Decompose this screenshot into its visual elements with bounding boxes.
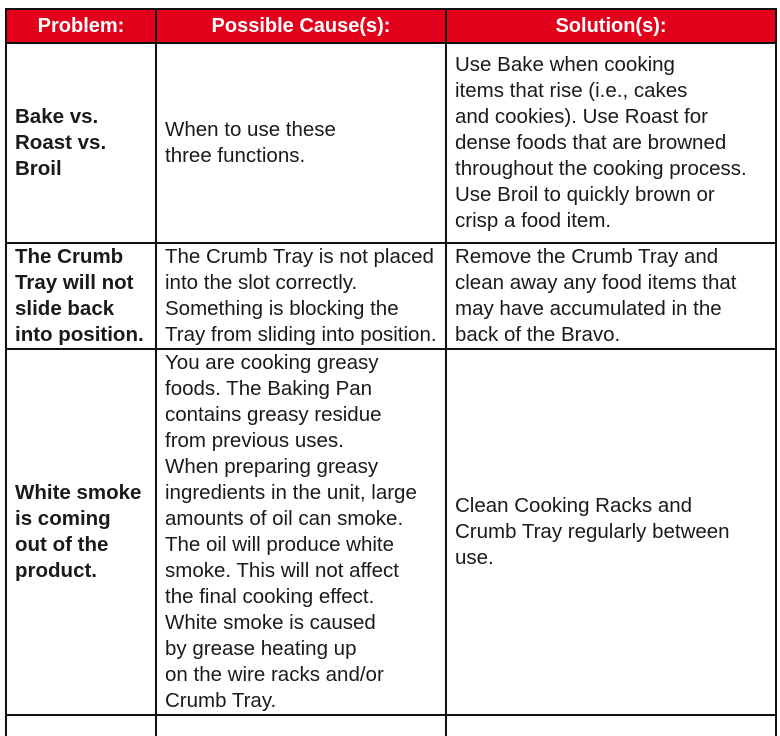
problem-text: The Crumb Tray will not slide back into position. bbox=[15, 245, 144, 346]
solution-text: Remove the Crumb Tray and clean away any food items that may have accumulated in the back of the Bravo. bbox=[455, 245, 737, 346]
cause-text: You are cooking greasy foods. The Baking Pan contains greasy residue from previous uses. When preparing greasy ingredients in the unit, large amounts of oil can smoke. The oil will produce white smoke. This will not affect the final cooking effect. White smoke is caused by grease heating up on the wire racks and/or Crumb Tray. bbox=[165, 351, 417, 712]
problem-cell bbox=[6, 349, 156, 715]
solution-text: Use Bake when cooking items that rise (i.e., cakes and cookies). Use Roast for dense foods that are browned throughout the cooking process. Use Broil to quickly brown or crisp a food item. bbox=[455, 53, 747, 232]
header-row bbox=[6, 9, 776, 43]
cause-cell bbox=[156, 349, 446, 715]
problem-cell bbox=[6, 43, 156, 243]
empty-cell bbox=[6, 715, 156, 736]
solution-cell bbox=[446, 43, 776, 243]
solution-text: Clean Cooking Racks and Crumb Tray regularly between use. bbox=[455, 494, 730, 569]
troubleshooting-table bbox=[5, 8, 777, 736]
header-solutions: Solution(s): bbox=[446, 9, 776, 43]
problem-text: White smoke is coming out of the product. bbox=[15, 481, 142, 582]
cause-text: When to use these three functions. bbox=[165, 118, 336, 167]
header-problem: Problem: bbox=[6, 9, 156, 43]
header-possible-causes: Possible Cause(s): bbox=[156, 9, 446, 43]
cause-cell bbox=[156, 43, 446, 243]
solution-cell bbox=[446, 243, 776, 349]
cause-cell bbox=[156, 243, 446, 349]
solution-cell bbox=[446, 349, 776, 715]
empty-cell bbox=[446, 715, 776, 736]
empty-cell bbox=[156, 715, 446, 736]
problem-cell bbox=[6, 243, 156, 349]
table-row bbox=[6, 349, 776, 715]
problem-text: Bake vs. Roast vs. Broil bbox=[15, 105, 107, 180]
table-row bbox=[6, 243, 776, 349]
table-row bbox=[6, 43, 776, 243]
table-row-continued bbox=[6, 715, 776, 736]
troubleshooting-table-container bbox=[5, 8, 775, 717]
cause-text: The Crumb Tray is not placed into the slot correctly. Something is blocking the Tray from sliding into position. bbox=[165, 245, 437, 346]
